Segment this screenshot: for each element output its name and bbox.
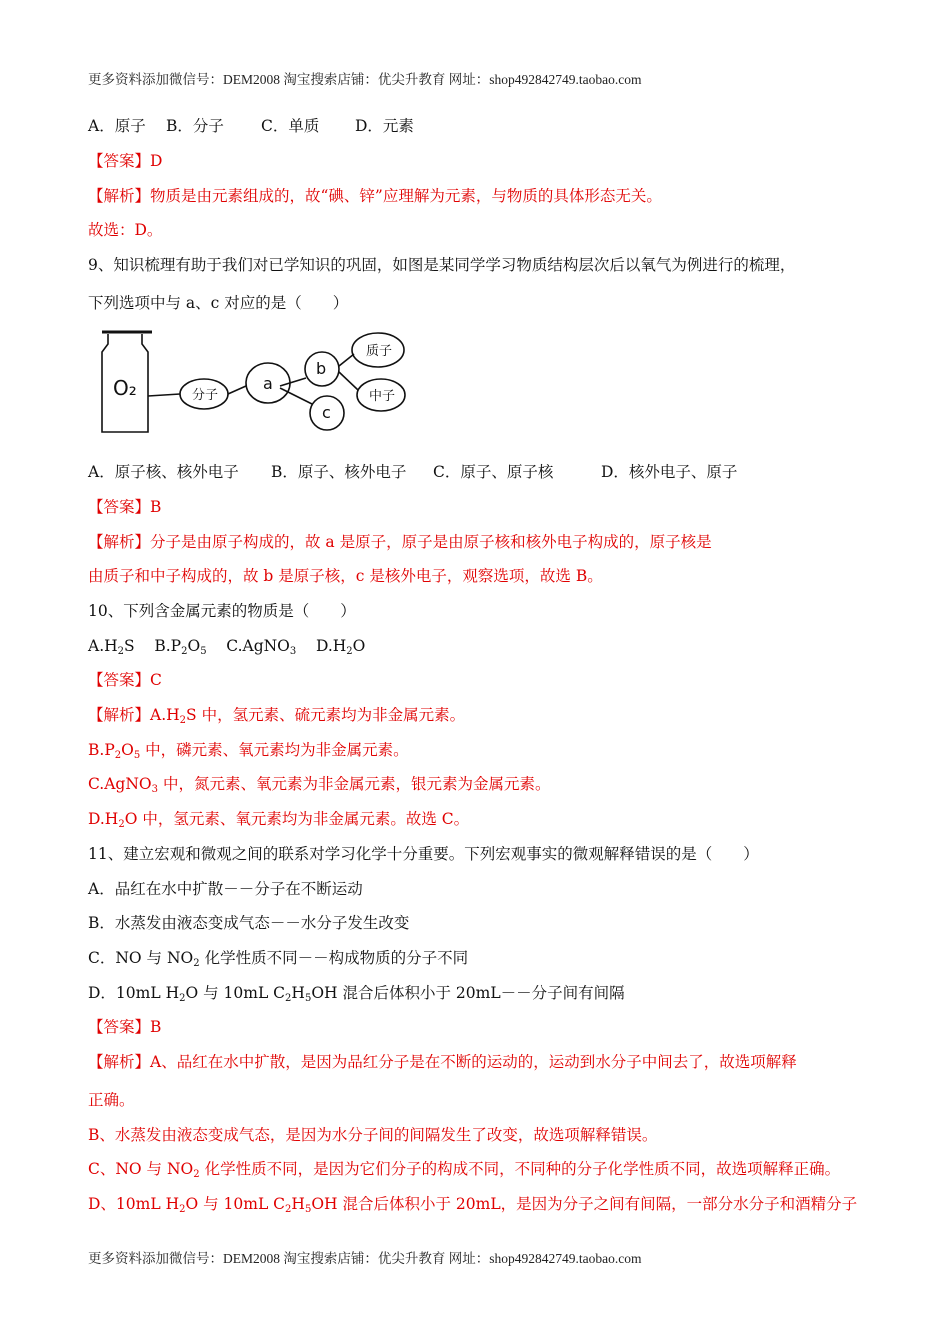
- q8-option-d: D．元素: [355, 117, 414, 135]
- q11-analysis-d: D、10mL $H_2O$ 与 10mL $C_2H_5OH$ 混合后体积小于 20mL，是因为分子之间有间隔，一部分水分子和酒精分子: [88, 1195, 858, 1215]
- page-header: 更多资料添加微信号：DEM2008 淘宝搜索店铺：优尖升教育 网址：shop492842749.taobao.com: [88, 72, 642, 87]
- q11-answer: 【答案】B: [88, 1018, 162, 1036]
- q10-analysis-c: C.AgNO$_3$ 中，氮元素、氧元素为非金属元素，银元素为金属元素。: [88, 775, 551, 795]
- q8-option-a: A．原子: [88, 117, 146, 135]
- q10-options: $A.H_2S$ $B.P_2O_5$ C.AgNO$_3$ $D.H_2O$: [88, 637, 366, 657]
- figure-bottle-label: O₂: [113, 376, 137, 400]
- q9-option-b: B．原子、核外电子: [271, 463, 407, 481]
- figure-node-b: b: [316, 359, 327, 378]
- figure-node-proton: 质子: [366, 344, 393, 359]
- figure-node-a: a: [263, 374, 273, 393]
- q10-analysis-b: $B.P_2O_5$ 中，磷元素、氧元素均为非金属元素。: [88, 741, 409, 761]
- q9-option-c: C．原子、原子核: [433, 463, 554, 481]
- q11-option-a: A．品红在水中扩散－－分子在不断运动: [88, 880, 363, 898]
- q11-analysis-c: C、NO 与 $NO_2$ 化学性质不同，是因为它们分子的构成不同，不同种的分子化学性质不同，故选项解释正确。: [88, 1160, 841, 1180]
- q9-option-a: A．原子核、核外电子: [88, 463, 239, 481]
- q11-analysis-a-line1: 【解析】A、品红在水中扩散，是因为品红分子是在不断的运动的，运动到水分子中间去了，故选项解释: [88, 1053, 797, 1071]
- q9-options: [88, 462, 737, 482]
- q8-choice: 故选：D。: [88, 221, 163, 239]
- q8-option-b: B．分子: [166, 117, 224, 135]
- q10-stem: 10、下列含金属元素的物质是（ ）: [88, 602, 356, 620]
- figure-node-molecule: 分子: [192, 388, 219, 403]
- q11-stem: 11、建立宏观和微观之间的联系对学习化学十分重要。下列宏观事实的微观解释错误的是（ ）: [88, 845, 759, 863]
- q11-option-b: B．水蒸发由液态变成气态－－水分子发生改变: [88, 914, 410, 932]
- q9-analysis-line2: 由质子和中子构成的，故 b 是原子核，c 是核外电子，观察选项，故选 B。: [88, 567, 603, 585]
- q11-analysis-a-line2: 正确。: [88, 1091, 135, 1109]
- figure-node-c: c: [322, 403, 331, 422]
- q8-analysis: 【解析】物质是由元素组成的，故“碘、锌”应理解为元素，与物质的具体形态无关。: [88, 187, 662, 205]
- q10-analysis-a: 【解析】$A.H_2S$ 中，氢元素、硫元素均为非金属元素。: [88, 706, 466, 726]
- q9-option-d: D．核外电子、原子: [601, 463, 738, 481]
- q11-option-d: D．10mL $H_2O$ 与 10mL $C_2H_5OH$ 混合后体积小于 20mL－－分子间有间隔: [88, 984, 625, 1004]
- q10-analysis-d: $D.H_2O$ 中，氢元素、氧元素均为非金属元素。故选 C。: [88, 810, 470, 830]
- q9-analysis-line1: 【解析】分子是由原子构成的，故 a 是原子，原子是由原子核和核外电子构成的，原子核是: [88, 533, 712, 551]
- q9-stem-line1: 9、知识梳理有助于我们对已学知识的巩固，如图是某同学学习物质结构层次后以氧气为例进行的梳理，: [88, 256, 796, 274]
- q11-option-c: C．NO 与 $NO_2$ 化学性质不同－－构成物质的分子不同: [88, 949, 469, 969]
- q8-option-c: C．单质: [261, 117, 320, 135]
- page-footer: 更多资料添加微信号：DEM2008 淘宝搜索店铺：优尖升教育 网址：shop492842749.taobao.com: [88, 1251, 642, 1266]
- q9-stem-line2: 下列选项中与 a、c 对应的是（ ）: [88, 294, 349, 312]
- q9-answer: 【答案】B: [88, 498, 162, 516]
- q10-answer: 【答案】C: [88, 671, 162, 689]
- oxygen-structure-diagram: [96, 326, 416, 441]
- q8-answer: 【答案】D: [88, 152, 163, 170]
- q8-options: [88, 116, 414, 136]
- q11-analysis-b: B、水蒸发由液态变成气态，是因为水分子间的间隔发生了改变，故选项解释错误。: [88, 1126, 658, 1144]
- figure-node-neutron: 中子: [369, 389, 396, 404]
